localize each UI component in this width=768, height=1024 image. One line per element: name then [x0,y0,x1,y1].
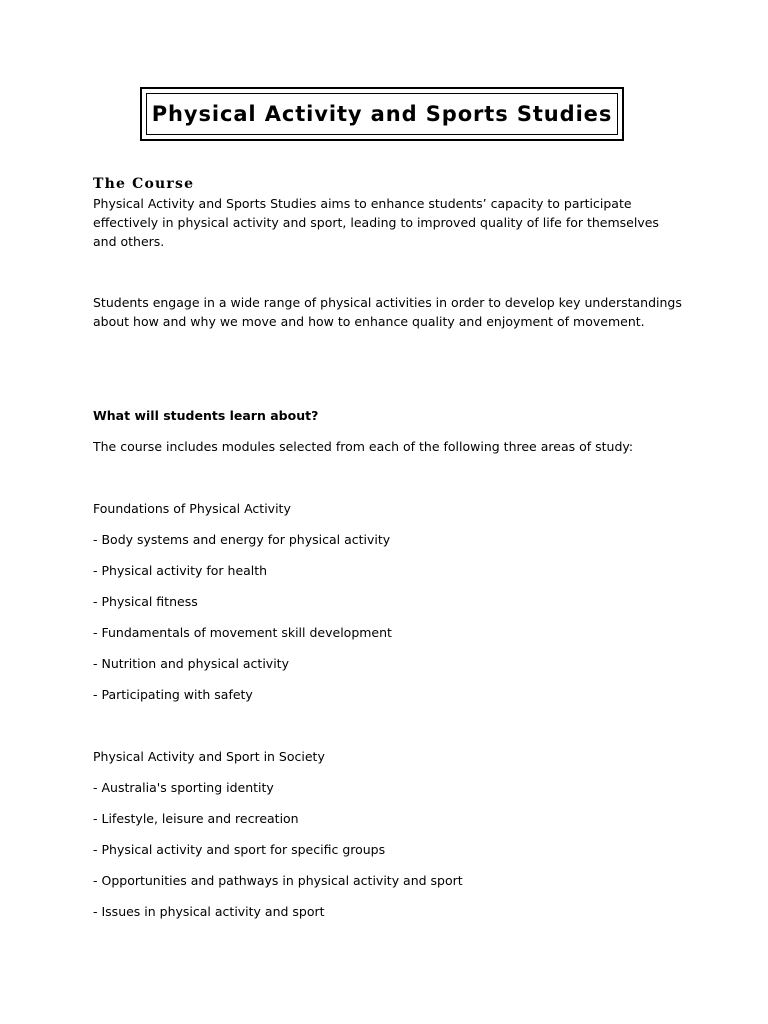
area-section-2 [93,747,683,921]
learn-heading: What will students learn about? [93,408,319,423]
list-item: - Fundamentals of movement skill development [93,625,392,640]
area-section-1 [93,499,683,704]
title-inner-border [146,93,618,135]
document-title: Physical Activity and Sports Studies [151,102,613,126]
list-item: - Body systems and energy for physical activity [93,532,391,547]
list-item: - Australia's sporting identity [93,780,274,795]
list-item: - Issues in physical activity and sport [93,904,325,919]
list-item: - Opportunities and pathways in physical activity and sport [93,873,463,888]
list-item: - Lifestyle, leisure and recreation [93,811,299,826]
list-item: - Physical activity and sport for specific groups [93,842,386,857]
list-item: - Nutrition and physical activity [93,656,289,671]
list-item: - Physical activity for health [93,563,268,578]
intro-paragraph-2: Students engage in a wide range of physical activities in order to develop key understandings about how and why we move and how to enhance quality and enjoyment of movement. [93,295,682,329]
intro-paragraph-1: Physical Activity and Sports Studies aims to enhance students’ capacity to participate effectively in physical activity and sport, leading to improved quality of life for themselves and others. [93,196,659,249]
area-list [93,778,683,921]
document-body [93,174,683,921]
title-box [140,87,624,141]
learn-intro: The course includes modules selected from each of the following three areas of study: [93,439,634,454]
area-list [93,530,683,704]
list-item: - Physical fitness [93,594,198,609]
area-title: Foundations of Physical Activity [93,501,291,516]
list-item: - Participating with safety [93,687,253,702]
course-heading: The Course [93,176,195,192]
area-title: Physical Activity and Sport in Society [93,749,325,764]
